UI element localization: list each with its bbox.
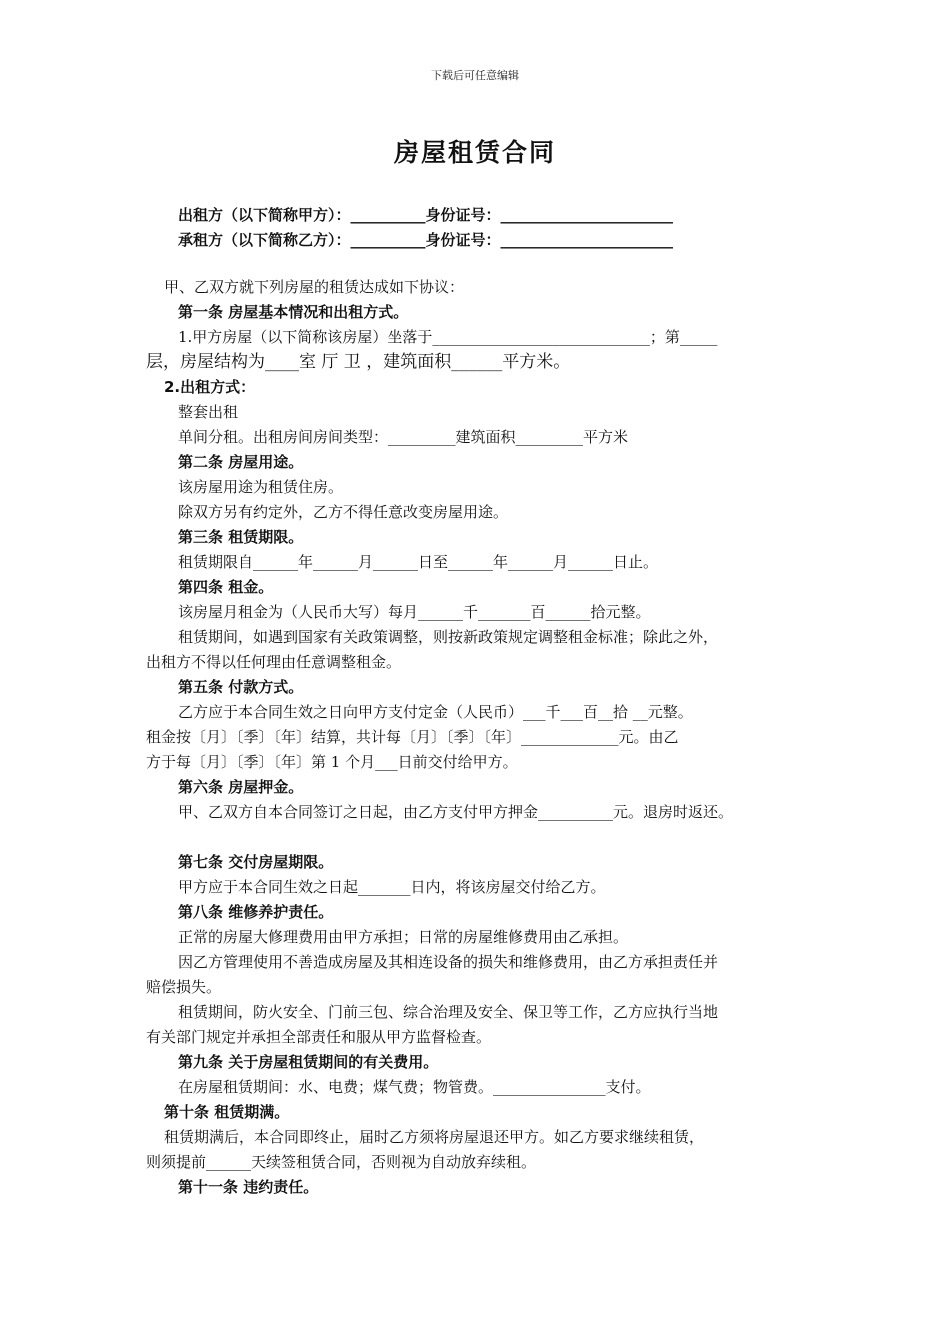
- article-10-heading: 第十条 租赁期满。: [164, 1103, 290, 1121]
- article-8-text-1: 正常的房屋大修理费用由甲方承担；日常的房屋维修费用由乙承担。: [178, 928, 629, 946]
- article-7-text: 甲方应于本合同生效之日起_______日内，将该房屋交付给乙方。: [178, 878, 606, 896]
- intro-line: 甲、乙双方就下列房屋的租赁达成如下协议：: [164, 278, 465, 296]
- article-8-heading: 第八条 维修养护责任。: [178, 903, 334, 921]
- article-2-heading: 第二条 房屋用途。: [178, 453, 304, 471]
- article-3-text: 租赁期限自______年______月______日至______年______月______日止。: [178, 553, 659, 571]
- article-9-text: 在房屋租赁期间：水、电费；煤气费；物管费。_______________支付。: [178, 1078, 651, 1096]
- article-8-text-3: 赔偿损失。: [146, 978, 222, 996]
- article-10-text-1: 租赁期满后，本合同即终止，届时乙方须将房屋退还甲方。如乙方要求继续租赁，: [164, 1128, 705, 1146]
- article-3-heading: 第三条 租赁期限。: [178, 528, 304, 546]
- article-2-text-2: 除双方另有约定外，乙方不得任意改变房屋用途。: [178, 503, 509, 521]
- header-note: 下载后可任意编辑: [431, 69, 519, 82]
- lessee-line: 承租方（以下简称乙方）：__________身份证号：_______________________: [178, 231, 674, 249]
- rental-mode-heading: 2.出租方式：: [164, 378, 256, 396]
- article-8-text-5: 有关部门规定并承担全部责任和服从甲方监督检查。: [146, 1028, 492, 1046]
- article-4-text-1: 该房屋月租金为（人民币大写）每月______千_______百______拾元整。: [178, 603, 651, 621]
- article-10-text-2: 则须提前______天续签租赁合同，否则视为自动放弃续租。: [146, 1153, 537, 1171]
- article-1-heading: 第一条 房屋基本情况和出租方式。: [178, 303, 409, 321]
- article-11-heading: 第十一条 违约责任。: [178, 1178, 319, 1196]
- article-4-text-2: 租赁期间，如遇到国家有关政策调整，则按新政策规定调整租金标准；除此之外，: [178, 628, 719, 646]
- rental-mode-whole: 整套出租: [178, 403, 239, 421]
- article-8-text-2: 因乙方管理使用不善造成房屋及其相连设备的损失和维修费用，由乙方承担责任并: [178, 953, 719, 971]
- article-5-text-3: 方于每〔月〕〔季〕〔年〕第 1 个月___日前交付给甲方。: [146, 753, 518, 771]
- document-title: 房屋租赁合同: [393, 138, 556, 167]
- article-7-heading: 第七条 交付房屋期限。: [178, 853, 334, 871]
- article-5-text-2: 租金按〔月〕〔季〕〔年〕结算，共计每〔月〕〔季〕〔年〕_____________元。由乙: [146, 728, 679, 746]
- article-1-structure: 层，房屋结构为____室 厅 卫 ，建筑面积______平方米。: [146, 352, 571, 372]
- rental-mode-room: 单间分租。出租房间房间类型：_________建筑面积_________平方米: [178, 428, 629, 446]
- article-1-location: 1.甲方房屋（以下简称该房屋）坐落于_____________________________；第_____: [178, 328, 718, 346]
- article-2-text-1: 该房屋用途为租赁住房。: [178, 478, 344, 496]
- article-6-heading: 第六条 房屋押金。: [178, 778, 304, 796]
- article-8-text-4: 租赁期间，防火安全、门前三包、综合治理及安全、保卫等工作，乙方应执行当地: [178, 1003, 719, 1021]
- article-5-text-1: 乙方应于本合同生效之日向甲方支付定金（人民币）___千___百__拾 __元整。: [178, 703, 693, 721]
- article-4-heading: 第四条 租金。: [178, 578, 274, 596]
- article-4-text-3: 出租方不得以任何理由任意调整租金。: [146, 653, 402, 671]
- lessor-line: 出租方（以下简称甲方）：__________身份证号：_______________________: [178, 206, 674, 224]
- article-5-heading: 第五条 付款方式。: [178, 678, 304, 696]
- article-6-text: 甲、乙双方自本合同签订之日起，由乙方支付甲方押金__________元。退房时返还。: [178, 803, 734, 821]
- article-9-heading: 第九条 关于房屋租赁期间的有关费用。: [178, 1053, 439, 1071]
